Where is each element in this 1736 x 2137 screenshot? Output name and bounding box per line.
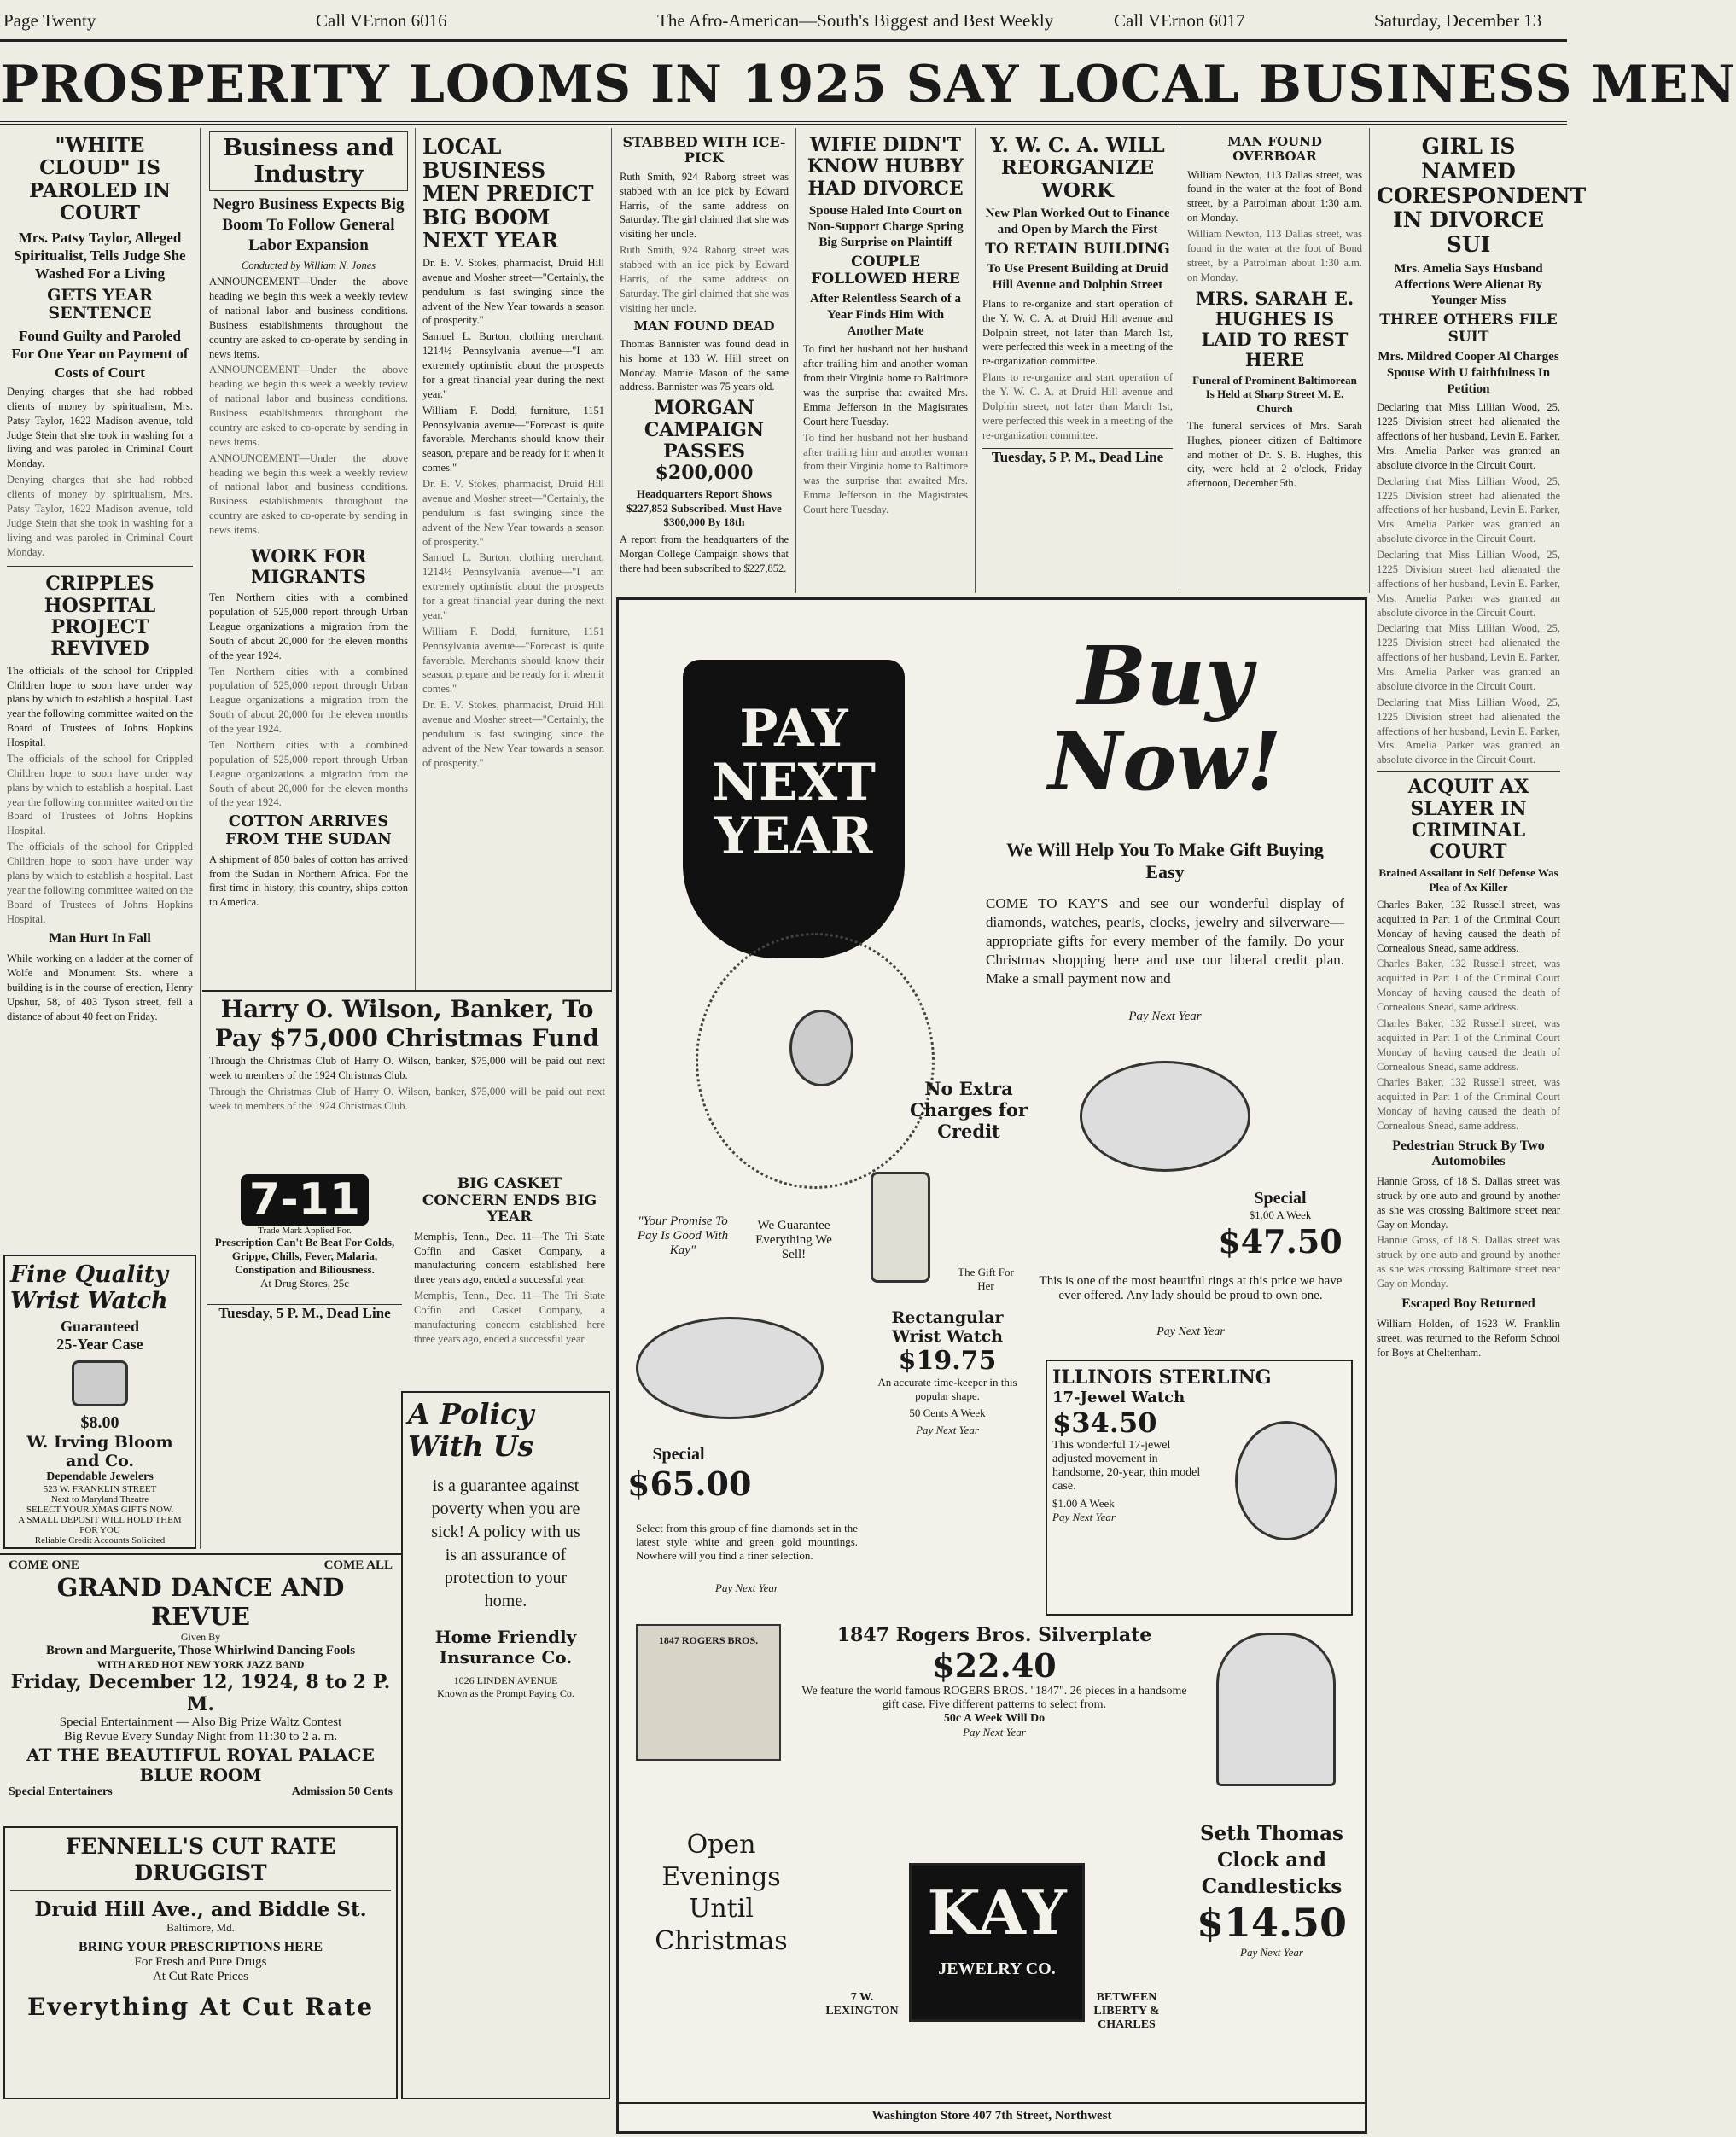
kay-pay-next-year-7: Pay Next Year <box>1240 1946 1303 1959</box>
ad-dance <box>0 1553 401 1826</box>
dance-venue: AT THE BEAUTIFUL ROYAL PALACE <box>26 1744 375 1765</box>
rogers-title: 1847 Rogers Bros. Silverplate <box>836 1624 1152 1646</box>
article-white-cloud: Denying charges that she had robbed clients of money by spiritualism, Mrs. Patsy Taylor, 1622 Madison avenue, told Judge Stein that she took in washing for a living and was paroled in Criminal Court Monday. <box>7 385 193 470</box>
illinois-text: This wonderful 17-jewel adjusted movement in handsome, 20-year, thin model case. <box>1052 1439 1201 1493</box>
kay-intro: COME TO KAY'S and see our wonderful display of diamonds, watches, pearls, clocks, jewelry and silverware—appropriate gifts for every member of the family. Do your Christmas shopping here and use our liberal credit plan. Make a small payment now and <box>986 895 1344 987</box>
ad-wrist-price: $8.00 <box>80 1413 119 1432</box>
kay-pay-next-year-3: Pay Next Year <box>916 1424 979 1436</box>
deadline-notice-right: Tuesday, 5 P. M., Dead Line <box>982 448 1173 466</box>
column-8 <box>1370 128 1587 2137</box>
ad-insurance-policy <box>401 1391 610 2099</box>
headline-morgan-campaign: MORGAN CAMPAIGN PASSES $200,000 <box>644 397 765 485</box>
ad-wrist-near: Next to Maryland Theatre <box>50 1494 149 1505</box>
illinois-watch-icon <box>1235 1421 1337 1540</box>
casket-article <box>407 1169 612 1391</box>
column-7 <box>1180 128 1370 593</box>
fennell-fresh: For Fresh and Pure Drugs <box>134 1954 267 1969</box>
ad-wrist-guaranteed: Guaranteed <box>61 1318 139 1335</box>
ad-kay-jewelry <box>616 597 1367 2134</box>
kay-pay-next-year-6: Pay Next Year <box>963 1726 1026 1738</box>
kay-promise: "Your Promise To Pay Is Good With Kay" <box>637 1214 729 1257</box>
kay-pay-next-year-1: Pay Next Year <box>1128 1010 1202 1023</box>
ad-wrist-select: SELECT YOUR XMAS GIFTS NOW. <box>26 1505 174 1515</box>
kay-logo-sub: JEWELRY CO. <box>938 1959 1056 1978</box>
headline-man-overboard: MAN FOUND OVERBOAR <box>1227 134 1322 165</box>
buy-now-script: Buy Now! <box>1048 629 1282 809</box>
article-announcement-cont: ANNOUNCEMENT—Under the above heading we begin this week a weekly review of national labor and business conditions. Business establishments throughout the country are asked to co-operate by sending in news items. <box>209 451 408 536</box>
article-migrants-cont: Ten Northern cities with a combined population of 525,000 report through Urban League organizations a migration from the South of about 20,000 for the eleven months of the year 1924. <box>209 738 408 809</box>
article-cripples-hospital-cont: The officials of the school for Crippled Children hope to soon have under way plans by which to establish a hospital. Last year the following committee waited on the Board of Trustees of Johns Hopkins Hospital. <box>7 841 193 925</box>
kay-pay-next-year-4: Pay Next Year <box>715 1581 778 1594</box>
deadline-notice-left: Tuesday, 5 P. M., Dead Line <box>207 1304 402 1322</box>
dance-by: Brown and Marguerite, Those Whirlwind Dancing Fools <box>45 1644 356 1657</box>
headline-three-others: THREE OTHERS FILE SUIT <box>1379 312 1558 346</box>
subhead-year-sentence: Found Guilty and Paroled For One Year on Payment of Costs of Court <box>11 328 189 381</box>
ad-wrist-years: 25-Year Case <box>56 1336 143 1353</box>
headline-white-cloud: "WHITE CLOUD" IS PAROLED IN COURT <box>28 134 172 225</box>
kay-logo-text: KAY <box>927 1876 1067 1948</box>
column-5 <box>796 128 976 593</box>
article-girl-named-cont2: Declaring that Miss Lillian Wood, 25, 1225 Division street had alienated the affections of her husband, Levin E. Parker, Mrs. Amelia Parker was granted an absolute divorce in the Circuit Court. <box>1377 622 1560 692</box>
illinois-price: $34.50 <box>1052 1406 1157 1439</box>
clock-title: Seth Thomas Clock and Candlesticks <box>1200 1822 1343 1899</box>
article-girl-named-cont3: Declaring that Miss Lillian Wood, 25, 1225 Division street had alienated the affections of her husband, Levin E. Parker, Mrs. Amelia Parker was granted an absolute divorce in the Circuit Court. <box>1377 696 1560 766</box>
illinois-sterling-box <box>1046 1360 1353 1616</box>
headline-wilson: Harry O. Wilson, Banker, To Pay $75,000 Christmas Fund <box>214 995 600 1052</box>
ad-wrist-store: W. Irving Bloom and Co. <box>26 1433 173 1470</box>
ring-text: This is one of the most beautiful rings at this price we have ever offered. Any lady should be proud to own one. <box>1039 1274 1343 1302</box>
no-extra-charges: No Extra Charges for Credit <box>910 1078 1028 1142</box>
article-dodd: William F. Dodd, furniture, 1151 Pennsylvania avenue—"Forecast is quite favorable. Merchants should know their season, prepare and be ready for it when it comes." <box>422 404 604 475</box>
page-number: Page Twenty <box>3 10 96 31</box>
article-girl-named-more: Declaring that Miss Lillian Wood, 25, 1225 Division street had alienated the affections of her husband, Levin E. Parker, Mrs. Amelia Parker was granted an absolute divorce in the Circuit Court. <box>1377 475 1560 545</box>
article-man-hurt: While working on a ladder at the corner of Wolfe and Monument Sts. where a building is in the course of erection, Henry Upshur, 58, of 403 Tyson street, fell a distance of about 40 feet on Friday. <box>7 952 193 1022</box>
headline-escaped-boy: Escaped Boy Returned <box>1401 1296 1535 1311</box>
article-ywca-more: Plans to re-organize and start operation of the Y. W. C. A. at Druid Hill avenue and Dolphin street, not later than March 1st, were perfected this week in a meeting of the re-organization committee. <box>982 371 1173 441</box>
ad-wrist-tag: Dependable Jewelers <box>46 1470 154 1483</box>
headline-girl-named: GIRL IS NAMED CORESPONDENT IN DIVORCE SUI <box>1377 134 1587 257</box>
article-ax-slayer: Charles Baker, 132 Russell street, was acquitted in Part 1 of the Criminal Court Monday of having caused the death of Cornealous Snead, same address. <box>1377 898 1560 954</box>
subhead-white-cloud: Mrs. Patsy Taylor, Alleged Spiritualist, Tells Judge She Washed For a Living <box>14 229 186 282</box>
article-announcement: ANNOUNCEMENT—Under the above heading we begin this week a weekly review of national labor and business conditions. Business establishments throughout the country are asked to co-operate by sending in news items. <box>209 276 408 360</box>
dance-entertainers: Special Entertainers <box>9 1785 113 1798</box>
kay-pay-next-year-5: Pay Next Year <box>1052 1511 1116 1523</box>
article-man-overboard: William Newton, 113 Dallas street, was found in the water at the foot of Bond street, by a Patrolman about 1:30 a.m. on Monday. <box>1187 168 1362 224</box>
kay-logo-left: 7 W. LEXINGTON <box>825 1991 899 2018</box>
article-ice-pick-more: Ruth Smith, 924 Raborg street was stabbed with an ice pick by Edward Harris, of the same address on Saturday. The girl claimed that she was visiting her uncle. <box>620 244 789 314</box>
article-migrants-more: Ten Northern cities with a combined population of 525,000 report through Urban League organizations a migration from the South of about 20,000 for the eleven months of the year 1924. <box>209 665 408 736</box>
article-wilson: Through the Christmas Club of Harry O. Wilson, banker, $75,000 will be paid out next week to members of the 1924 Christmas Club. <box>209 1055 605 1082</box>
dance-admission: Admission 50 Cents <box>291 1785 393 1798</box>
diamond-text: Select from this group of fine diamonds set in the latest style white and green gold mountings. Nowhere will you find a finer selection. <box>636 1522 858 1562</box>
article-migrants: Ten Northern cities with a combined population of 525,000 report through Urban League organizations a migration from the South of about 20,000 for the eleven months of the year 1924. <box>209 591 408 661</box>
dance-title: GRAND DANCE AND REVUE <box>56 1573 345 1631</box>
article-girl-named: Declaring that Miss Lillian Wood, 25, 1225 Division street had alienated the affections of her husband, Levin E. Parker, Mrs. Amelia Parker was granted an absolute divorce in the Circuit Court. <box>1377 401 1560 471</box>
column-6 <box>976 128 1180 593</box>
headline-wifie: WIFIE DIDN'T KNOW HUBBY HAD DIVORCE <box>807 134 964 200</box>
open-evenings: Open Evenings Until Christmas <box>655 1830 788 1956</box>
kay-logo <box>909 1863 1085 2022</box>
subhead-ax-slayer: Brained Assailant in Self Defense Was Plea of Ax Killer <box>1378 866 1558 894</box>
clock-price: $14.50 <box>1196 1900 1348 1947</box>
subhead-negro-business: Negro Business Expects Big Boom To Follow General Labor Expansion <box>213 195 405 254</box>
article-ywca: Plans to re-organize and start operation of the Y. W. C. A. at Druid Hill avenue and Dolphin street, not later than March 1st, were perfected this week in a meeting of the re-organization committee. <box>982 297 1173 368</box>
rogers-week: 50c A Week Will Do <box>943 1712 1046 1725</box>
article-pedestrian: Hannie Gross, of 18 S. Dallas street was struck by one auto and ground by another as she was crossing Baltimore street near Gay on Monday. <box>1377 1174 1560 1231</box>
dance-revue: Big Revue Every Sunday Night from 11:30 to 2 a. m. <box>63 1730 338 1744</box>
ad-wrist-title: Fine Quality Wrist Watch <box>10 1261 168 1314</box>
seven-eleven-mark: Trade Mark Applied For. <box>258 1226 352 1236</box>
diamond-price: $65.00 <box>627 1464 752 1503</box>
article-stokes-cont: Dr. E. V. Stokes, pharmacist, Druid Hill avenue and Mosher street—"Certainly, the pendulum is fast swinging since the advent of the New Year towards a season of prosperity." <box>422 699 604 769</box>
diamond-price-block <box>627 1445 752 1503</box>
ring-price: $47.50 <box>1218 1222 1343 1261</box>
headline-ax-slayer: ACQUIT AX SLAYER IN CRIMINAL COURT <box>1377 771 1560 863</box>
headline-pedestrian: Pedestrian Struck By Two Automobiles <box>1392 1138 1545 1168</box>
ad-wrist-credit: Reliable Credit Accounts Solicited <box>34 1535 166 1546</box>
kay-guarantee: We Guarantee Everything We Sell! <box>755 1219 832 1261</box>
headline-work-migrants: WORK FOR MIGRANTS <box>250 544 367 588</box>
fennell-cut: At Cut Rate Prices <box>152 1969 249 1983</box>
article-escaped-boy: William Holden, of 1623 W. Franklin street, was returned to the Reform School for Boys at Cheltenham. <box>1377 1317 1560 1359</box>
fennell-city: Baltimore, Md. <box>166 1920 235 1934</box>
article-white-cloud-more: Denying charges that she had robbed clients of money by spiritualism, Mrs. Patsy Taylor, 1622 Madison avenue, told Judge Stein that she took in washing for a living and was paroled in Criminal Court Monday. <box>7 474 193 558</box>
ad-seven-eleven <box>202 1169 407 1391</box>
dance-come-one: COME ONE <box>9 1558 79 1572</box>
pay-next-year-shield: PAY NEXT YEAR <box>683 660 905 958</box>
diamond-group-icon <box>636 1317 824 1419</box>
article-cotton: A shipment of 850 bales of cotton has arrived from the Sudan in Northern Africa. For the first time in history, this country, ships cotton to America. <box>209 853 408 909</box>
headline-couple-followed: COUPLE FOLLOWED HERE <box>811 253 960 288</box>
rogers-price: $22.40 <box>932 1646 1057 1685</box>
fennell-title: FENNELL'S CUT RATE DRUGGIST <box>10 1833 391 1891</box>
kay-pay-next-year-2: Pay Next Year <box>1156 1325 1225 1338</box>
rect-watch-title: Rectangular Wrist Watch <box>891 1308 1004 1346</box>
headline-local-business: LOCAL BUSINESS MEN PREDICT BIG BOOM NEXT YEAR <box>422 134 594 253</box>
dance-come-all: COME ALL <box>323 1558 393 1572</box>
rogers-text: We feature the world famous ROGERS BROS. "1847". 26 pieces in a handsome gift case. Five different patterns to select from. <box>801 1685 1187 1711</box>
rect-watch-week: 50 Cents A Week <box>909 1406 986 1419</box>
fennell-address: Druid Hill Ave., and Biddle St. <box>34 1897 367 1921</box>
policy-known: Known as the Prompt Paying Co. <box>437 1686 574 1699</box>
headline-cotton-sudan: COTTON ARRIVES FROM THE SUDAN <box>225 812 392 848</box>
column-2 <box>202 128 416 990</box>
article-morgan: A report from the headquarters of the Morgan College Campaign shows that there had been subscribed to $227,852. <box>620 533 789 574</box>
diamond-ring-icon <box>1080 1061 1250 1172</box>
fennell-all: Everything At Cut Rate <box>26 1992 375 2021</box>
policy-company: Home Friendly Insurance Co. <box>434 1626 577 1668</box>
ring-price-block <box>1216 1189 1344 1261</box>
dance-given: Given By <box>180 1631 221 1643</box>
article-stokes: Dr. E. V. Stokes, pharmacist, Druid Hill avenue and Mosher street—"Certainly, the pendulum is fast swinging since the advent of the New Year towards a season of prosperity." <box>422 256 604 327</box>
masthead <box>0 0 1567 39</box>
diamond-special-label: Special <box>652 1445 705 1464</box>
rectangular-watch-icon <box>871 1172 930 1283</box>
issue-date: Saturday, December 13 <box>1374 10 1542 31</box>
ad-fennell <box>3 1826 398 2099</box>
headline-year-sentence: GETS YEAR SENTENCE <box>47 285 153 323</box>
seven-eleven-logo: 7-11 <box>241 1174 369 1226</box>
article-pedestrian-more: Hannie Gross, of 18 S. Dallas street was struck by one auto and ground by another as she was crossing Baltimore street near Gay on Monday. <box>1377 1234 1560 1290</box>
headline-retain-building: TO RETAIN BUILDING <box>985 240 1170 258</box>
ring-special-label: Special <box>1254 1189 1307 1208</box>
kay-logo-right: BETWEEN LIBERTY & CHARLES <box>1093 1991 1160 2031</box>
article-ax-slayer-cont2: Charles Baker, 132 Russell street, was acquitted in Part 1 of the Criminal Court Monday of having caused the death of Cornealous Snead, same address. <box>1377 1076 1560 1133</box>
headline-casket: BIG CASKET CONCERN ENDS BIG YEAR <box>422 1175 597 1226</box>
gift-for-her: The Gift For Her <box>958 1266 1014 1292</box>
article-sarah-hughes: The funeral services of Mrs. Sarah Hughes, pioneer citizen of Baltimore and mother of Dr. S. B. Hughes, this city, were held at 2 o'clock, Friday afternoon, December 5th. <box>1187 419 1362 490</box>
pocket-watch-icon <box>789 1010 853 1086</box>
dance-special: Special Entertainment — Also Big Prize Waltz Contest <box>59 1715 342 1729</box>
phone-right: Call VErnon 6017 <box>1114 10 1245 31</box>
illinois-sub: 17-Jewel Watch <box>1052 1389 1185 1406</box>
subhead-girl-named: Mrs. Amelia Says Husband Affections Were Alienat By Younger Miss <box>1394 261 1543 308</box>
article-wilson-more: Through the Christmas Club of Harry O. Wilson, banker, $75,000 will be paid out next week to members of the 1924 Christmas Club. <box>209 1085 605 1112</box>
dance-room: BLUE ROOM <box>139 1765 262 1785</box>
ad-wrist-watch <box>3 1255 196 1549</box>
kay-logo-block <box>815 1863 1174 2034</box>
headline-sarah-hughes: MRS. SARAH E. HUGHES IS LAID TO REST HERE <box>1195 287 1354 370</box>
ring-week: $1.00 A Week <box>1249 1208 1312 1221</box>
article-ice-pick: Ruth Smith, 924 Raborg street was stabbed with an ice pick by Edward Harris, of the same address on Saturday. The girl claimed that she was visiting her uncle. <box>620 170 789 241</box>
kay-help: We Will Help You To Make Gift Buying Easy <box>1006 839 1324 882</box>
headline-ice-pick: STABBED WITH ICE-PICK <box>622 134 786 166</box>
article-man-found-dead: Thomas Bannister was found dead in his home at 133 W. Hill street on Monday. Mamie Mason of the same address. Bannister was 75 years old. <box>620 337 789 393</box>
article-man-overboard-more: William Newton, 113 Dallas street, was found in the water at the foot of Bond street, by a Patrolman about 1:30 a.m. on Monday. <box>1187 228 1362 283</box>
headline-man-found-dead: MAN FOUND DEAD <box>633 317 775 334</box>
byline-jones: Conducted by William N. Jones <box>241 259 376 272</box>
seven-eleven-text: Prescription Can't Be Beat For Colds, Grippe, Chills, Fever, Malaria, Constipation and Biliousness. <box>214 1236 395 1276</box>
article-casket-more: Memphis, Tenn., Dec. 11—The Tri State Coffin and Casket Company, a manufacturing concern established here three years ago, ended a successful year. <box>414 1290 605 1345</box>
article-ax-slayer-cont: Charles Baker, 132 Russell street, was acquitted in Part 1 of the Criminal Court Monday of having caused the death of Cornealous Snead, same address. <box>1377 1016 1560 1073</box>
clock-block <box>1182 1820 1361 1959</box>
policy-title: A Policy With Us <box>408 1397 534 1463</box>
paper-name: The Afro-American—South's Biggest and Best Weekly <box>657 10 1054 31</box>
wilson-article <box>202 990 612 1169</box>
subhead-retain-building: To Use Present Building at Druid Hill Avenue and Dolphin Street <box>987 262 1168 293</box>
banner-headline: PROSPERITY LOOMS IN 1925 SAY LOCAL BUSINESS MEN <box>0 39 1567 125</box>
column-4 <box>613 128 796 593</box>
illinois-title: ILLINOIS STERLING <box>1052 1366 1272 1389</box>
policy-text: is a guarantee against poverty when you are sick! A policy with us is an assurance of protection to your home. <box>431 1476 580 1610</box>
article-wifie-more: To find her husband not her husband after trailing him and another woman from their Virginia home to Baltimore was the surprise that awaited Mrs. Emma Jefferson in the Magistrates Court here Tuesday. <box>803 431 968 516</box>
mantel-clock-icon <box>1216 1633 1336 1786</box>
article-wifie: To find her husband not her husband after trailing him and another woman from their Virginia home to Baltimore was the surprise that awaited Mrs. Emma Jefferson in the Magistrates Court here Tuesday. <box>803 343 968 428</box>
ad-wrist-deposit: A SMALL DEPOSIT WILL HOLD THEM FOR YOU <box>18 1515 182 1535</box>
article-burton-more: Samuel L. Burton, clothing merchant, 1214½ Pennsylvania avenue—"I am extremely optimistic about the prospects for a great financial year during the next year." <box>422 551 604 621</box>
subhead-sarah-hughes: Funeral of Prominent Baltimorean Is Held at Sharp Street M. E. Church <box>1192 374 1357 415</box>
subhead-ywca: New Plan Worked Out to Finance and Open by March the First <box>985 207 1170 237</box>
article-casket: Memphis, Tenn., Dec. 11—The Tri State Coffin and Casket Company, a manufacturing concern established here three years ago, ended a successful year. <box>414 1230 605 1286</box>
rect-watch-block <box>866 1308 1028 1437</box>
headline-business-industry: Business and Industry <box>209 131 408 191</box>
dance-date: Friday, December 12, 1924, 8 to 2 P. M. <box>10 1671 391 1715</box>
subhead-three-others: Mrs. Mildred Cooper Al Charges Spouse With U faithfulness In Petition <box>1378 350 1559 396</box>
seven-eleven-stores: At Drug Stores, 25c <box>260 1277 349 1290</box>
kay-washington-store: Washington Store 407 7th Street, Northwest <box>619 2102 1365 2123</box>
article-stokes-more: Dr. E. V. Stokes, pharmacist, Druid Hill avenue and Mosher street—"Certainly, the pendulum is fast swinging since the advent of the New Year towards a season of prosperity." <box>422 478 604 548</box>
fennell-bring: BRING YOUR PRESCRIPTIONS HERE <box>78 1939 323 1954</box>
policy-address: 1026 LINDEN AVENUE <box>453 1674 558 1686</box>
article-cripples-hospital-more: The officials of the school for Crippled Children hope to soon have under way plans by which to establish a hospital. Last year the following committee waited on the Board of Trustees of Johns Hopkins Hospital. <box>7 752 193 837</box>
article-burton: Samuel L. Burton, clothing merchant, 1214½ Pennsylvania avenue—"I am extremely optimistic about the prospects for a great financial year during the next year." <box>422 330 604 400</box>
article-cripples-hospital: The officials of the school for Crippled Children hope to soon have under way plans by which to establish a hospital. Last year the following committee waited on the Board of Trustees of Johns Hopkins Hospital. <box>7 664 193 748</box>
subhead-wifie: Spouse Haled Into Court on Non-Support Charge Spring Big Surprise on Plaintiff <box>807 203 964 250</box>
phone-left: Call VErnon 6016 <box>316 10 447 31</box>
wrist-watch-icon <box>72 1360 128 1406</box>
article-dodd-more: William F. Dodd, furniture, 1151 Pennsylvania avenue—"Forecast is quite favorable. Merchants should know their season, prepare and be ready for it when it comes." <box>422 625 604 696</box>
headline-cripples-hospital: CRIPPLES HOSPITAL PROJECT REVIVED <box>44 573 156 661</box>
dance-band: WITH A RED HOT NEW YORK JAZZ BAND <box>96 1658 305 1670</box>
headline-ywca: Y. W. C. A. WILL REORGANIZE WORK <box>990 134 1165 202</box>
article-announcement-more: ANNOUNCEMENT—Under the above heading we begin this week a weekly review of national labor and business conditions. Business establishments throughout the country are asked to co-operate by sending in news items. <box>209 364 408 448</box>
illinois-week: $1.00 A Week <box>1052 1497 1115 1510</box>
rogers-block <box>798 1624 1191 1739</box>
rect-watch-text: An accurate time-keeper in this popular shape. <box>877 1376 1017 1402</box>
ad-wrist-address: 523 W. FRANKLIN STREET <box>43 1484 157 1494</box>
article-girl-named-cont: Declaring that Miss Lillian Wood, 25, 1225 Division street had alienated the affections of her husband, Levin E. Parker, Mrs. Amelia Parker was granted an absolute divorce in the Circuit Court. <box>1377 549 1560 619</box>
column-3 <box>416 128 612 990</box>
subhead-couple-followed: After Relentless Search of a Year Finds Him With Another Mate <box>810 292 961 338</box>
rect-watch-price: $19.75 <box>898 1346 997 1376</box>
headline-man-hurt: Man Hurt In Fall <box>49 931 151 946</box>
silverware-case-icon: 1847 ROGERS BROS. <box>636 1624 781 1761</box>
subhead-morgan: Headquarters Report Shows $227,852 Subscribed. Must Have $300,000 By 18th <box>626 487 782 528</box>
article-ax-slayer-more: Charles Baker, 132 Russell street, was acquitted in Part 1 of the Criminal Court Monday of having caused the death of Cornealous Snead, same address. <box>1377 958 1560 1014</box>
